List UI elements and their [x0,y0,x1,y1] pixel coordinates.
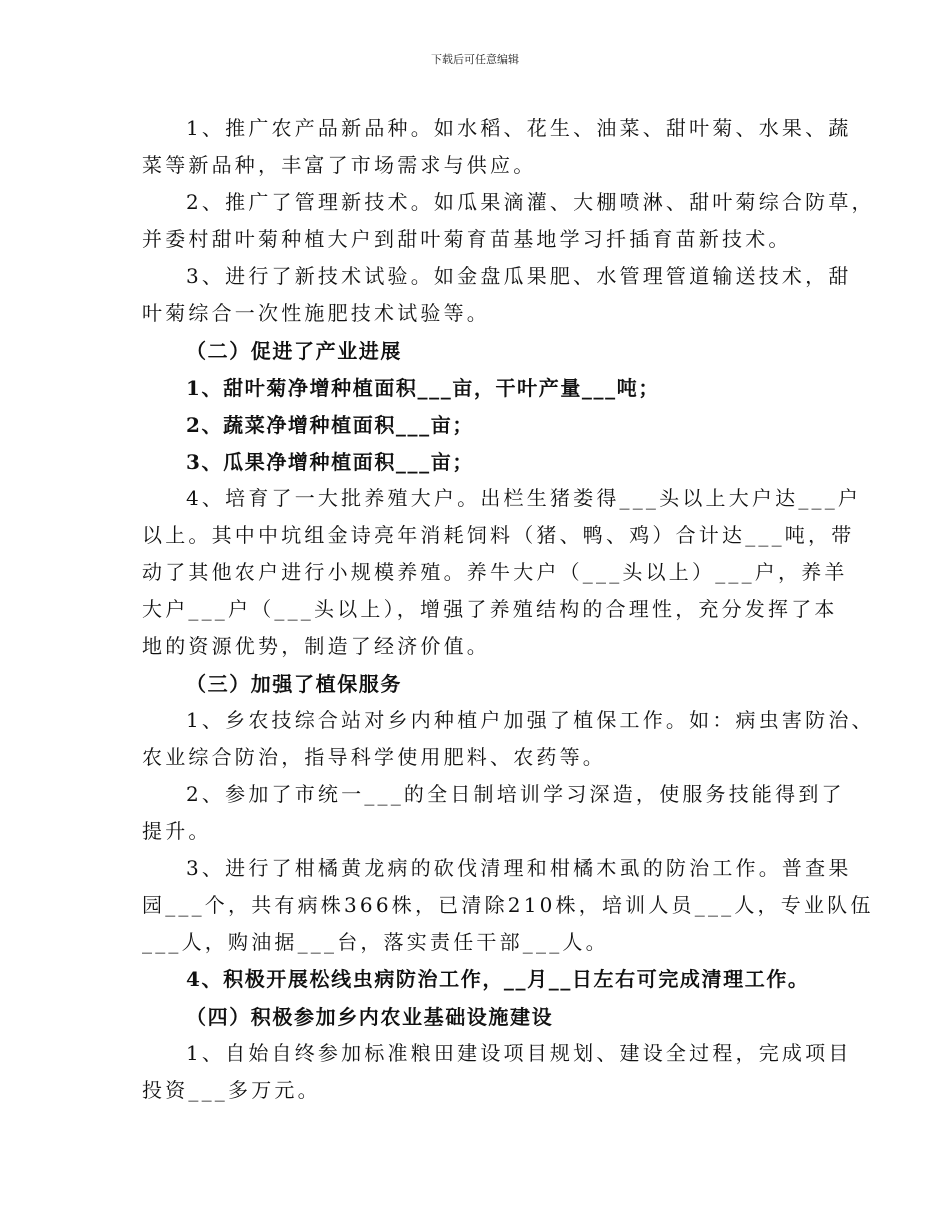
paragraph-line: 叶菊综合一次性施肥技术试验等。 [142,301,490,325]
paragraph-line: 动了其他农户进行小规模养殖。养牛大户（___头以上）___户，养羊 [142,560,848,584]
paragraph-line: 投资___多万元。 [142,1078,321,1102]
paragraph-line: 3、进行了新技术试验。如金盘瓜果肥、水管理管道输送技术，甜 [186,264,852,288]
bold-item: 2、蔬菜净增种植面积___亩； [186,413,474,437]
paragraph-line: 2、推广了管理新技术。如瓜果滴灌、大棚喷淋、甜叶菊综合防草， [186,190,875,214]
paragraph-line: 农业综合防治，指导科学使用肥料、农药等。 [142,745,606,769]
paragraph-line: 1、自始自终参加标准粮田建设项目规划、建设全过程，完成项目 [186,1041,852,1065]
paragraph-line: 提升。 [142,819,212,843]
paragraph-line: 地的资源优势，制造了经济价值。 [142,634,490,658]
paragraph-line: 4、培育了一大批养殖大户。出栏生猪娄得___头以上大户达___户 [186,486,862,510]
bold-item: 3、瓜果净增种植面积___亩； [186,450,474,474]
bold-item: 4、积极开展松线虫病防治工作，__月__日左右可完成清理工作。 [186,967,810,991]
paragraph-line: 大户___户（___头以上），增强了养殖结构的合理性，充分发挥了本 [142,597,838,621]
section-heading: （四）积极参加乡内农业基础设施建设 [186,1005,554,1029]
section-heading: （二）促进了产业进展 [186,339,402,363]
paragraph-line: 菜等新品种，丰富了市场需求与供应。 [142,153,537,177]
paragraph-line: 并委村甜叶菊种植大户到甜叶菊育苗基地学习扦插育苗新技术。 [142,227,792,251]
paragraph-line: 1、乡农技综合站对乡内种植户加强了植保工作。如：病虫害防治、 [186,708,875,732]
paragraph-line: 1、推广农产品新品种。如水稻、花生、油菜、甜叶菊、水果、蔬 [186,116,852,140]
section-heading: （三）加强了植保服务 [186,672,402,696]
page-header: 下载后可任意编辑 [431,53,519,66]
paragraph-line: ___人，购油据___台，落实责任干部___人。 [142,930,609,954]
bold-item: 1、甜叶菊净增种植面积___亩，干叶产量___吨； [186,376,660,400]
paragraph-line: 以上。其中中坑组金诗亮年消耗饲料（猪、鸭、鸡）合计达___吨，带 [142,523,855,547]
paragraph-line: 2、参加了市统一___的全日制培训学习深造，使服务技能得到了 [186,782,845,806]
paragraph-line: 园___个，共有病株366株，已清除210株，培训人员___人，专业队伍 [142,893,874,917]
paragraph-line: 3、进行了柑橘黄龙病的砍伐清理和柑橘木虱的防治工作。普查果 [186,856,852,880]
